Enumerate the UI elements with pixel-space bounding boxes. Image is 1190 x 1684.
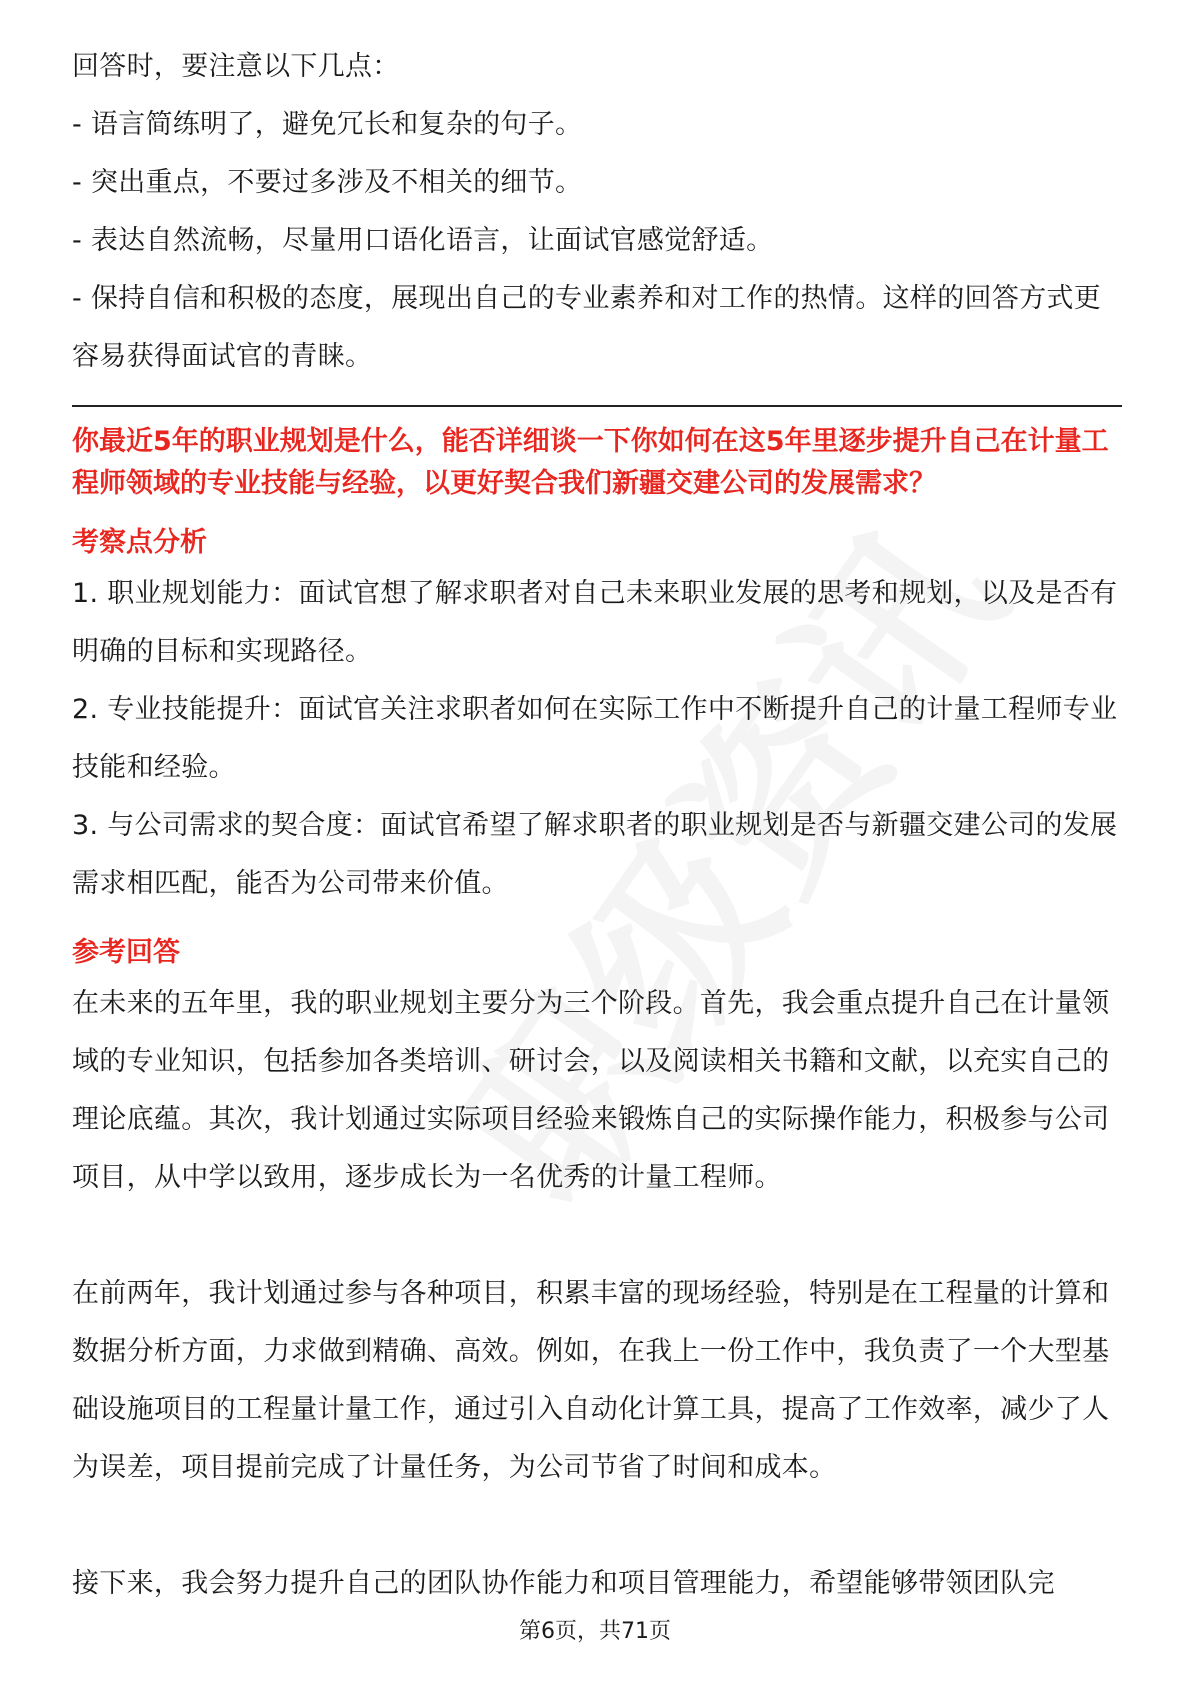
reference-title: 参考回答 <box>72 937 180 968</box>
reference-paragraph: 接下来，我会努力提升自己的团队协作能力和项目管理能力，希望能够带领团队完 <box>72 1568 1055 1599</box>
analysis-point: 3. 与公司需求的契合度：面试官希望了解求职者的职业规划是否与新疆交建公司的发展需求相匹配，能否为公司带来价值。 <box>72 810 1118 899</box>
intro-bullet: - 语言简练明了，避免冗长和复杂的句子。 <box>72 109 583 140</box>
reference-paragraph: 在未来的五年里，我的职业规划主要分为三个阶段。首先，我会重点提升自己在计量领域的专业知识，包括参加各类培训、研讨会，以及阅读相关书籍和文献，以充实自己的理论底蕴。其次，我计划通过实际项目经验来锻炼自己的实际操作能力，积极参与公司项目，从中学以致用，逐步成长为一名优秀的计量工程师。 <box>72 988 1110 1193</box>
paragraph-gap <box>72 1207 1122 1265</box>
reference-paragraph: 在前两年，我计划通过参与各种项目，积累丰富的现场经验，特别是在工程量的计算和数据分析方面，力求做到精确、高效。例如，在我上一份工作中，我负责了一个大型基础设施项目的工程量计量工作，通过引入自动化计算工具，提高了工作效率，减少了人为误差，项目提前完成了计量任务，为公司节省了时间和成本。 <box>72 1278 1110 1483</box>
page-number-footer: 第6页，共71页 <box>519 1619 671 1644</box>
document-page <box>72 0 1122 1613</box>
intro-bullet: - 突出重点，不要过多涉及不相关的细节。 <box>72 167 583 198</box>
intro-bullet: - 表达自然流畅，尽量用口语化语言，让面试官感觉舒适。 <box>72 225 774 256</box>
intro-bullet: - 保持自信和积极的态度，展现出自己的专业素养和对工作的热情。这样的回答方式更容易获得面试官的青睐。 <box>72 283 1102 372</box>
intro-heading: 回答时，要注意以下几点： <box>72 51 400 82</box>
analysis-point: 1. 职业规划能力：面试官想了解求职者对自己未来职业发展的思考和规划，以及是否有明确的目标和实现路径。 <box>72 578 1118 667</box>
section-divider <box>72 405 1122 407</box>
analysis-point: 2. 专业技能提升：面试官关注求职者如何在实际工作中不断提升自己的计量工程师专业技能和经验。 <box>72 694 1118 783</box>
interview-question: 你最近5年的职业规划是什么，能否详细谈一下你如何在这5年里逐步提升自己在计量工程师领域的专业技能与经验，以更好契合我们新疆交建公司的发展需求？ <box>72 426 1109 499</box>
analysis-title: 考察点分析 <box>72 527 207 558</box>
paragraph-gap <box>72 1497 1122 1555</box>
